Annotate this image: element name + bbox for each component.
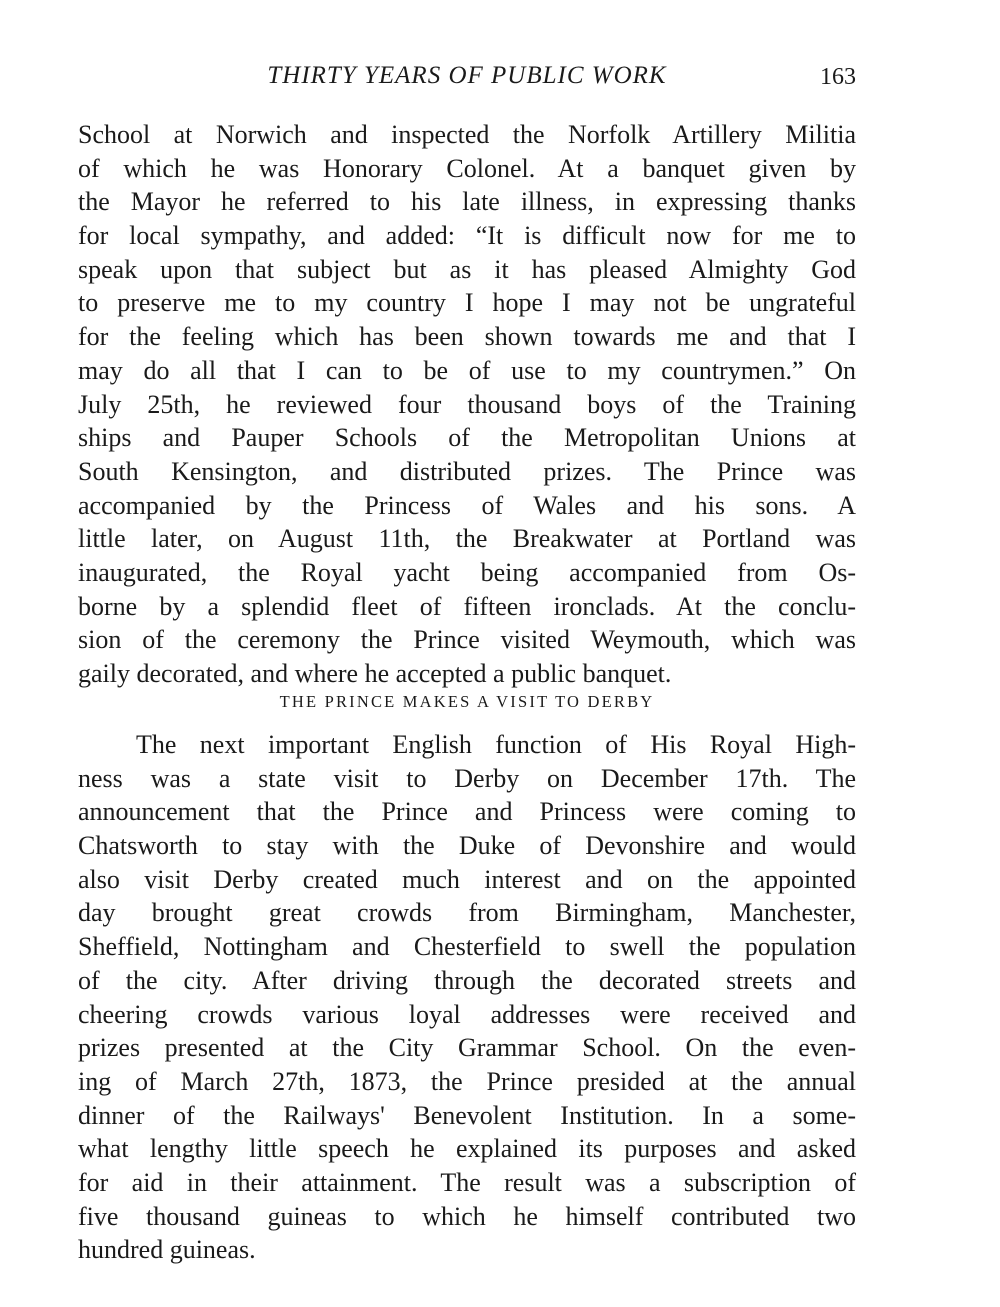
text-line: what lengthy little speech he explained its purposes and asked [78, 1134, 856, 1164]
text-line: The next important English function of His Royal High- [136, 730, 856, 759]
paragraph-2 [78, 728, 856, 1267]
text-line: School at Norwich and inspected the Norfolk Artillery Militia [78, 120, 856, 149]
text-line: the Mayor he referred to his late illness, in expressing thanks [78, 187, 856, 217]
text-line: five thousand guineas to which he himself contributed two [78, 1201, 856, 1231]
text-line: to preserve me to my country I hope I may not be ungrateful [78, 288, 856, 318]
text-line: speak upon that subject but as it has pleased Almighty God [78, 254, 856, 284]
page-number: 163 [820, 64, 856, 90]
text-line: announcement that the Prince and Princess were coming to [78, 797, 856, 827]
text-line: inaugurated, the Royal yacht being accompanied from Os- [78, 557, 856, 587]
text-line: borne by a splendid fleet of fifteen ironclads. At the conclu- [78, 591, 856, 621]
text-line: South Kensington, and distributed prizes. The Prince was [78, 456, 856, 486]
text-line: of which he was Honorary Colonel. At a banquet given by [78, 153, 856, 183]
text-line: dinner of the Railways' Benevolent Institution. In a some- [78, 1100, 856, 1130]
text-line: may do all that I can to be of use to my countrymen.” On [78, 355, 856, 385]
text-line: July 25th, he reviewed four thousand boys of the Training [78, 389, 856, 419]
paragraph-1 [78, 118, 856, 691]
text-line: of the city. After driving through the decorated streets and [78, 965, 856, 995]
section-heading: THE PRINCE MAKES A VISIT TO DERBY [279, 692, 655, 711]
text-line: sion of the ceremony the Prince visited Weymouth, which was [78, 625, 856, 655]
text-line: also visit Derby created much interest and on the appointed [78, 864, 856, 894]
text-line: for local sympathy, and added: “It is difficult now for me to [78, 221, 856, 251]
text-line: ing of March 27th, 1873, the Prince presided at the annual [78, 1066, 856, 1096]
text-line: Chatsworth to stay with the Duke of Devonshire and would [78, 831, 856, 861]
text-line: accompanied by the Princess of Wales and his sons. A [78, 490, 856, 520]
text-line: for the feeling which has been shown towards me and that I [78, 322, 856, 352]
running-title: THIRTY YEARS OF PUBLIC WORK [267, 62, 667, 89]
text-line: for aid in their attainment. The result was a subscription of [78, 1167, 856, 1197]
text-line: hundred guineas. [78, 1235, 256, 1265]
text-line: little later, on August 11th, the Breakwater at Portland was [78, 524, 856, 554]
text-line: Sheffield, Nottingham and Chesterfield to swell the population [78, 932, 856, 962]
text-line: gaily decorated, and where he accepted a public banquet. [78, 659, 672, 688]
text-line: prizes presented at the City Grammar School. On the even- [78, 1033, 856, 1063]
text-line: ness was a state visit to Derby on December 17th. The [78, 763, 856, 793]
text-line: cheering crowds various loyal addresses were received and [78, 999, 856, 1029]
text-line: ships and Pauper Schools of the Metropolitan Unions at [78, 423, 856, 453]
text-line: day brought great crowds from Birmingham, Manchester, [78, 898, 856, 928]
running-header [78, 62, 856, 96]
